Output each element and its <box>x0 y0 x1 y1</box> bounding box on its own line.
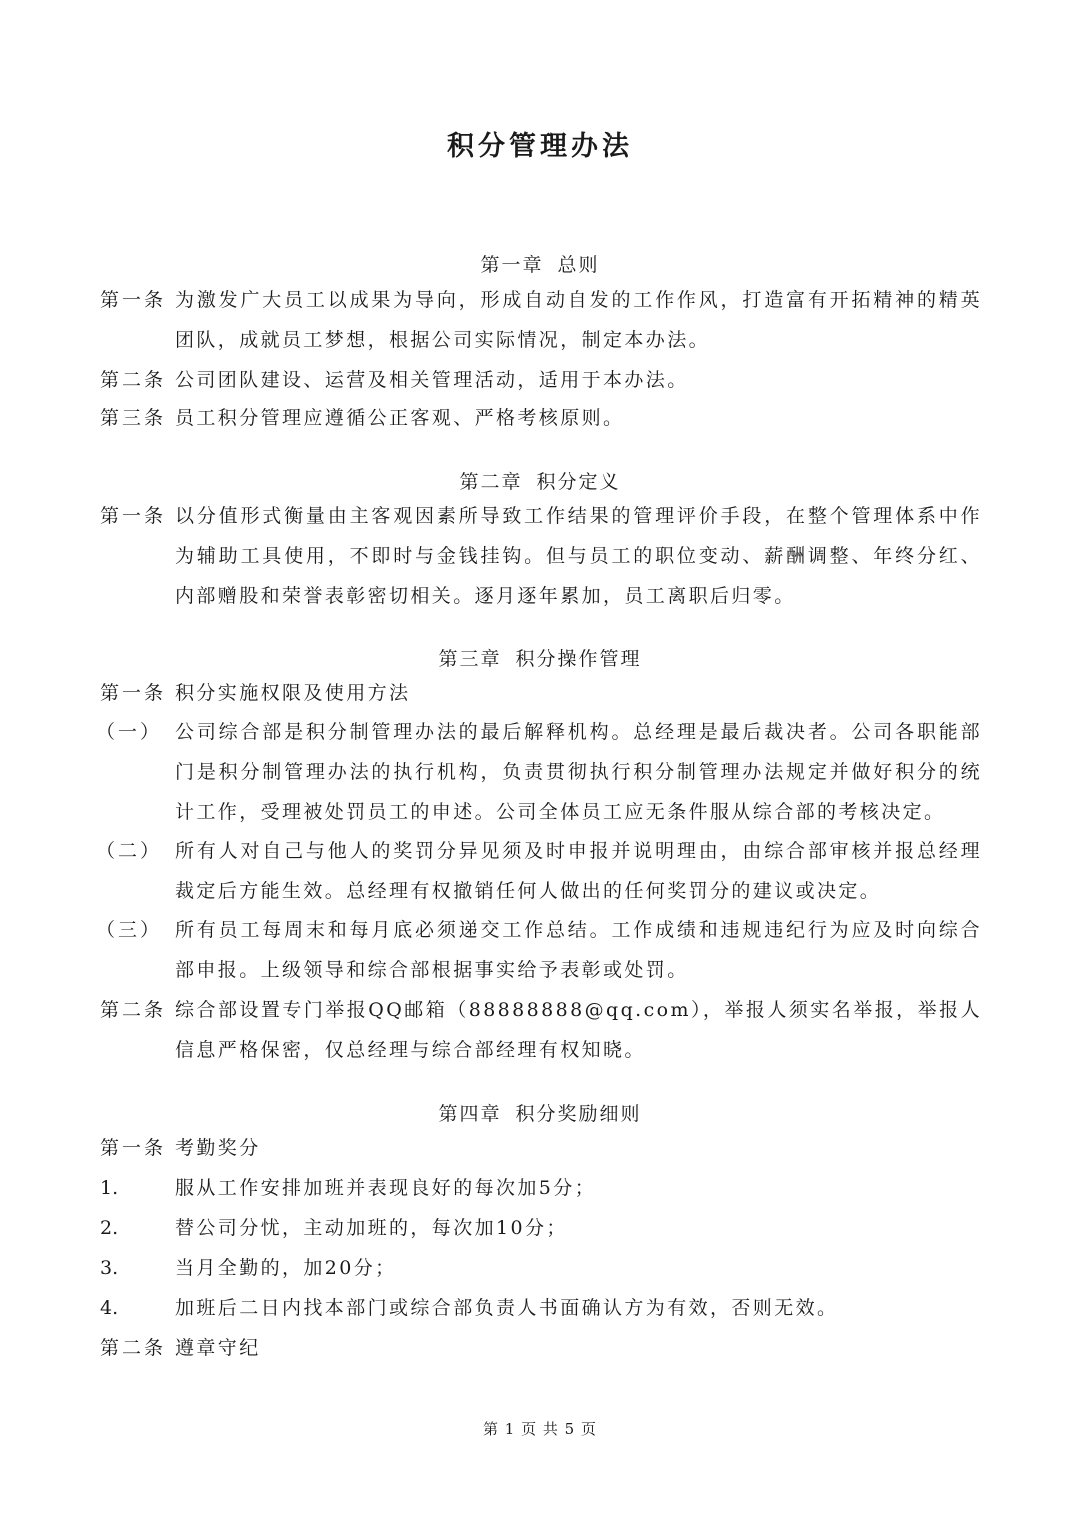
article <box>100 496 982 616</box>
clause <box>96 910 982 990</box>
article <box>100 398 982 438</box>
document-title: 积分管理办法 <box>447 131 633 162</box>
chapter-name: 积分奖励细则 <box>515 1103 642 1125</box>
chapter-number: 第二章 <box>459 471 523 493</box>
article <box>100 1328 982 1368</box>
article-label: 第一条 <box>100 1137 167 1159</box>
article-text: 综合部设置专门举报QQ邮箱（88888888@qq.com），举报人须实名举报，举报人信息严格保密，仅总经理与综合部经理有权知晓。 <box>175 999 982 1061</box>
list-item <box>100 1168 982 1208</box>
article-heading-text: 考勤奖分 <box>175 1137 261 1159</box>
list-item-text: 加班后二日内找本部门或综合部负责人书面确认方为有效，否则无效。 <box>175 1297 839 1319</box>
article <box>100 280 982 360</box>
list-item <box>100 1288 982 1328</box>
article <box>100 1128 982 1168</box>
list-item-number: 4. <box>100 1297 119 1319</box>
list-item-text: 当月全勤的，加20分； <box>175 1257 397 1279</box>
article-label: 第一条 <box>100 505 167 527</box>
clause-label: （一） <box>96 721 163 743</box>
clause-text: 所有员工每周末和每月底必须递交工作总结。工作成绩和违规违纪行为应及时向综合部申报。上级领导和综合部根据事实给予表彰或处罚。 <box>175 919 982 981</box>
article-label: 第一条 <box>100 289 167 311</box>
chapter-4-heading <box>0 1099 1080 1126</box>
chapter-2-heading <box>0 467 1080 494</box>
article-label: 第二条 <box>100 369 167 391</box>
article-text: 以分值形式衡量由主客观因素所导致工作结果的管理评价手段，在整个管理体系中作为辅助工具使用，不即时与金钱挂钩。但与员工的职位变动、薪酬调整、年终分红、内部赠股和荣誉表彰密切相关。逐月逐年累加，员工离职后归零。 <box>175 505 982 607</box>
chapter-1-heading <box>0 250 1080 277</box>
article-label: 第三条 <box>100 407 167 429</box>
article-text: 公司团队建设、运营及相关管理活动，适用于本办法。 <box>175 369 689 391</box>
chapter-name: 总则 <box>557 254 600 276</box>
clause-text: 所有人对自己与他人的奖罚分异见须及时申报并说明理由，由综合部审核并报总经理裁定后方能生效。总经理有权撤销任何人做出的任何奖罚分的建议或决定。 <box>175 840 982 902</box>
article-label: 第二条 <box>100 999 167 1021</box>
clause-label: （三） <box>96 919 163 941</box>
chapter-3-heading <box>0 644 1080 671</box>
article-label: 第二条 <box>100 1337 167 1359</box>
article-heading-text: 积分实施权限及使用方法 <box>175 682 411 704</box>
list-item-text: 替公司分忧，主动加班的，每次加10分； <box>175 1217 568 1239</box>
article-text: 员工积分管理应遵循公正客观、严格考核原则。 <box>175 407 625 429</box>
list-item-number: 3. <box>100 1257 119 1279</box>
clause <box>96 831 982 911</box>
clause-label: （二） <box>96 840 163 862</box>
chapter-number: 第三章 <box>438 648 502 670</box>
page-footer: 第 1 页 共 5 页 <box>483 1420 597 1438</box>
list-item <box>100 1208 982 1248</box>
list-item-number: 2. <box>100 1217 119 1239</box>
clause <box>96 712 982 832</box>
list-item-text: 服从工作安排加班并表现良好的每次加5分； <box>175 1177 597 1199</box>
article <box>100 673 982 713</box>
article <box>100 990 982 1070</box>
chapter-name: 积分定义 <box>536 471 621 493</box>
chapter-number: 第四章 <box>438 1103 502 1125</box>
article <box>100 360 982 400</box>
article-heading-text: 遵章守纪 <box>175 1337 261 1359</box>
chapter-name: 积分操作管理 <box>515 648 642 670</box>
chapter-number: 第一章 <box>480 254 544 276</box>
list-item <box>100 1248 982 1288</box>
list-item-number: 1. <box>100 1177 119 1199</box>
clause-text: 公司综合部是积分制管理办法的最后解释机构。总经理是最后裁决者。公司各职能部门是积分制管理办法的执行机构，负责贯彻执行积分制管理办法规定并做好积分的统计工作，受理被处罚员工的申述。公司全体员工应无条件服从综合部的考核决定。 <box>175 721 982 823</box>
article-label: 第一条 <box>100 682 167 704</box>
article-text: 为激发广大员工以成果为导向，形成自动自发的工作作风，打造富有开拓精神的精英团队，成就员工梦想，根据公司实际情况，制定本办法。 <box>175 289 982 351</box>
